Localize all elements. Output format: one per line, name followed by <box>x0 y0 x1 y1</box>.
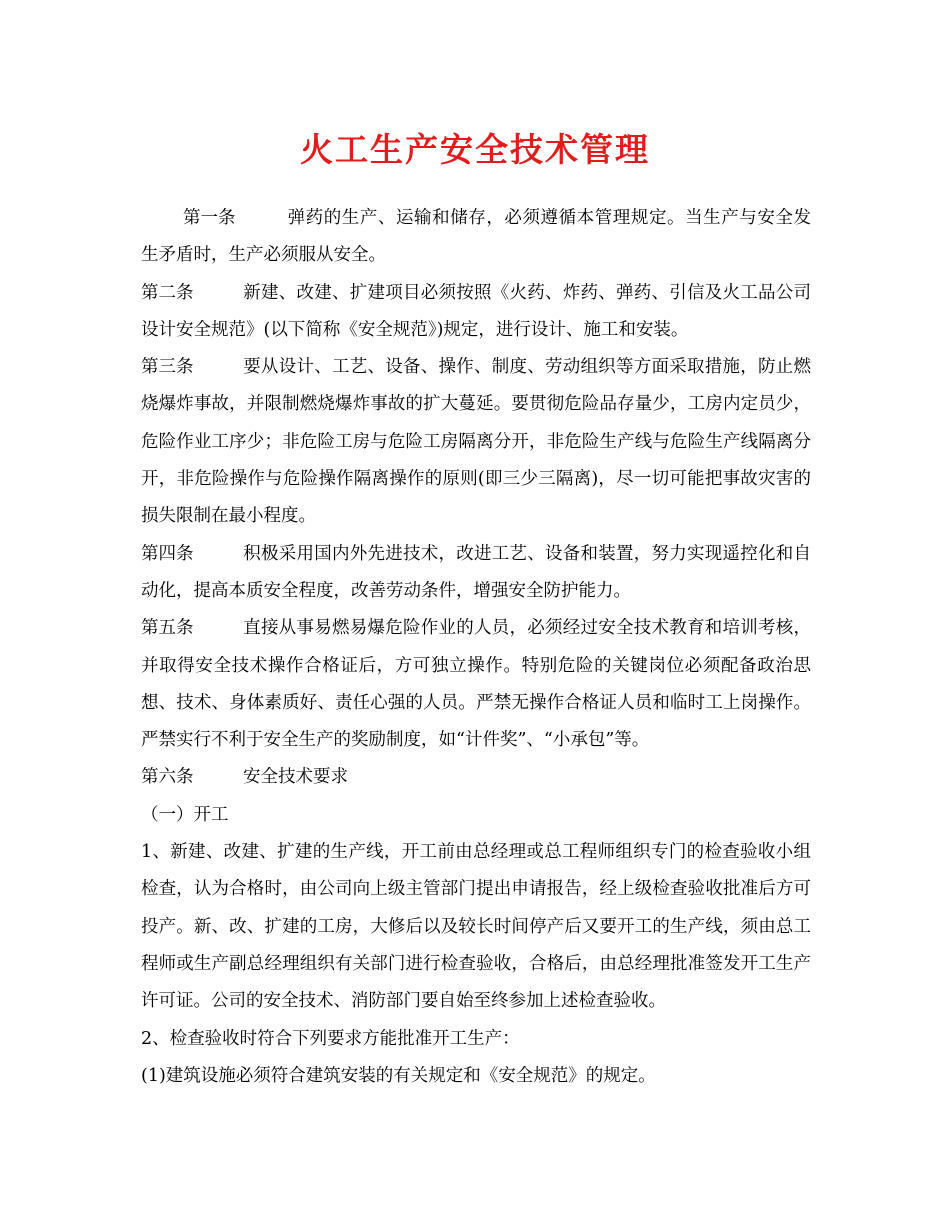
document-title: 火工生产安全技术管理 <box>300 130 650 169</box>
article-5 <box>141 610 811 759</box>
list-item: (1)建筑设施必须符合建筑安装的有关规定和《安全规范》的规定。 <box>141 1065 656 1086</box>
article-2 <box>141 275 811 350</box>
article-text: 直接从事易燃易爆危险作业的人员，必须经过安全技术教育和培训考核，并取得安全技术操作合格证后，方可独立操作。特别危险的关键岗位必须配备政治思想、技术、身体素质好、责任心强的人员。严禁无操作合格证人员和临时工上岗操作。严禁实行不利于安全生产的奖励制度，如“计件奖”、“小承包”等。 <box>141 618 811 751</box>
article-text: 新建、改建、扩建项目必须按照《火药、炸药、弹药、引信及火工品公司设计安全规范》(以下简称《安全规范》)规定，进行设计、施工和安装。 <box>141 282 811 340</box>
article-text: 积极采用国内外先进技术，改进工艺、设备和装置，努力实现遥控化和自动化，提高本质安全程度，改善劳动条件，增强安全防护能力。 <box>141 543 811 601</box>
article-text: 弹药的生产、运输和储存，必须遵循本管理规定。当生产与安全发生矛盾时，生产必须服从安全。 <box>141 208 811 266</box>
article-label: 第四条 <box>141 543 194 564</box>
article-6 <box>141 759 811 796</box>
article-label: 第六条 <box>141 767 194 788</box>
list-item: 2、检查验收时符合下列要求方能批准开工生产： <box>141 1028 520 1049</box>
article-label: 第二条 <box>141 282 194 303</box>
section-heading: （一）开工 <box>141 804 229 825</box>
article-1 <box>141 200 811 275</box>
document-body <box>141 200 811 1095</box>
article-text: 安全技术要求 <box>243 767 348 788</box>
article-text: 要从设计、工艺、设备、操作、制度、劳动组织等方面采取措施，防止燃烧爆炸事故，并限制燃烧爆炸事故的扩大蔓延。要贯彻危险品存量少，工房内定员少，危险作业工序少；非危险工房与危险工房隔离分开，非危险生产线与危险生产线隔离分开，非危险操作与危险操作隔离操作的原则(即三少三隔离)，尽一切可能把事故灾害的损失限制在最小程度。 <box>141 357 811 527</box>
article-label: 第五条 <box>141 618 194 639</box>
article-label: 第一条 <box>183 208 236 228</box>
list-item: 1、新建、改建、扩建的生产线，开工前由总经理或总工程师组织专门的检查验收小组检查，认为合格时，由公司向上级主管部门提出申请报告，经上级检查验收批准后方可投产。新、改、扩建的工房，大修后以及较长时间停产后又要开工的生产线，须由总工程师或生产副总经理组织有关部门进行检查验收，合格后，由总经理批准签发开工生产许可证。公司的安全技术、消防部门要自始至终参加上述检查验收。 <box>141 842 811 1012</box>
article-3 <box>141 349 811 535</box>
article-label: 第三条 <box>141 357 194 378</box>
article-4 <box>141 536 811 611</box>
